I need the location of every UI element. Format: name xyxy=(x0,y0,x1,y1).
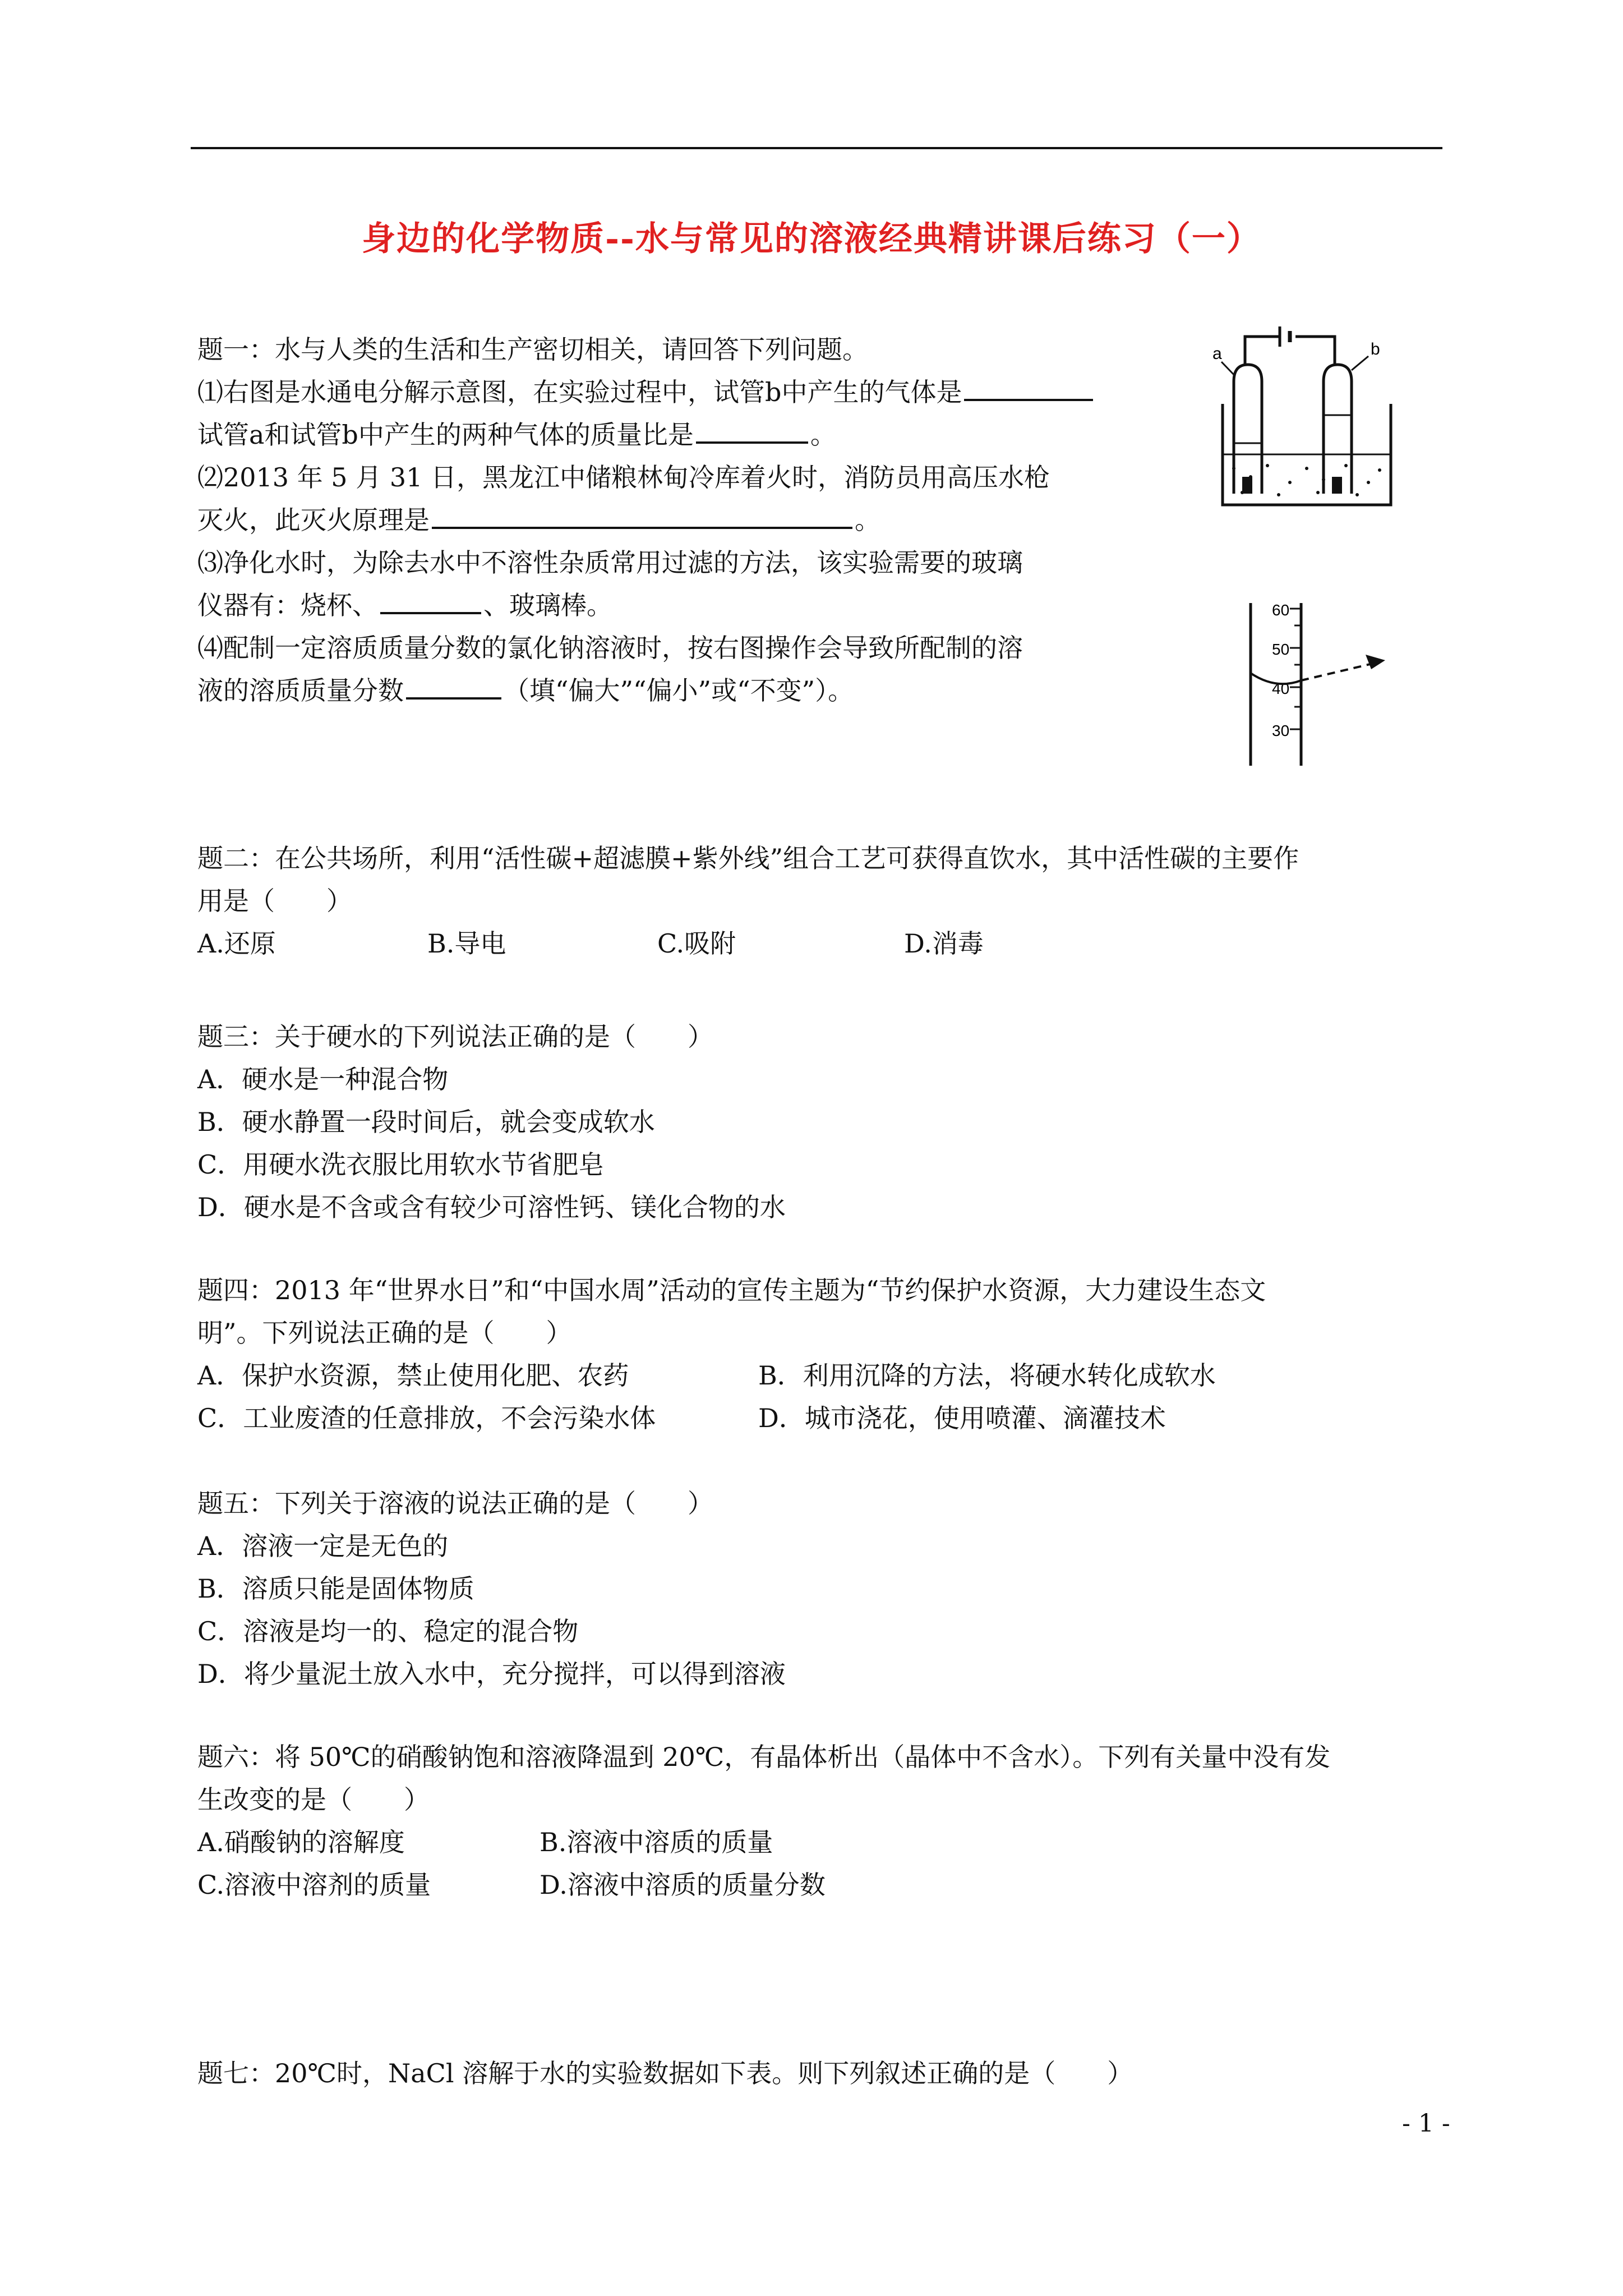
q1-part2-line1: ⑵2013 年 5 月 31 日，黑龙江中储粮林甸冷库着火时，消防员用高压水枪 xyxy=(197,462,1050,493)
eye-arrow-icon xyxy=(1366,655,1385,669)
question-1 xyxy=(197,328,1095,712)
q3-stem: 题三：关于硬水的下列说法正确的是（ ） xyxy=(197,1022,713,1052)
option[interactable]: B.溶液中溶质的质量 xyxy=(540,1827,773,1857)
q4-stem-line2: 明”。下列说法正确的是（ ） xyxy=(197,1318,572,1348)
electrode-a xyxy=(1242,477,1252,494)
answer-blank[interactable] xyxy=(406,671,501,700)
option[interactable]: D．硬水是不含或含有较少可溶性钙、镁化合物的水 xyxy=(197,1192,786,1222)
label-b: b xyxy=(1371,340,1380,358)
q1-part4-line1: ⑷配制一定溶质质量分数的氯化钠溶液时，按右图操作会导致所配制的溶 xyxy=(197,633,1023,663)
answer-blank[interactable] xyxy=(432,501,852,529)
question-2 xyxy=(197,837,1299,965)
answer-blank[interactable] xyxy=(964,373,1093,401)
q1-part3-line2: 仪器有：烧杯、 、玻璃棒。 xyxy=(197,584,1095,627)
option[interactable]: C.溶液中溶剂的质量 xyxy=(197,1870,431,1900)
meniscus xyxy=(1251,673,1301,684)
option[interactable]: C.吸附 xyxy=(657,928,736,959)
electrolysis-diagram xyxy=(1211,314,1402,516)
question-5 xyxy=(197,1482,786,1695)
q1-part3-line1: ⑶净化水时，为除去水中不溶性杂质常用过滤的方法，该实验需要的玻璃 xyxy=(197,547,1023,578)
option[interactable]: A．溶液一定是无色的 xyxy=(197,1531,449,1561)
q1-part4-line2: 液的溶质质量分数 （填“偏大”“偏小”或“不变”）。 xyxy=(197,669,1095,712)
electrode-b xyxy=(1332,477,1342,494)
question-6 xyxy=(197,1736,1330,1906)
q6-options-row2 xyxy=(197,1864,1330,1906)
option[interactable]: D.消毒 xyxy=(904,928,984,959)
option[interactable]: B．利用沉降的方法，将硬水转化成软水 xyxy=(758,1360,1216,1391)
option[interactable]: D．将少量泥土放入水中，充分搅拌，可以得到溶液 xyxy=(197,1659,786,1689)
sight-line xyxy=(1301,662,1380,680)
option[interactable]: D.溶液中溶质的质量分数 xyxy=(540,1870,826,1900)
page-number: - 1 - xyxy=(1402,2109,1450,2138)
question-3 xyxy=(197,1015,786,1228)
option[interactable]: D．城市浇花，使用喷灌、滴灌技术 xyxy=(758,1403,1166,1433)
q2-stem-line2: 用是（ ） xyxy=(197,886,352,916)
option[interactable]: B．溶质只能是固体物质 xyxy=(197,1573,474,1604)
q6-options-row1 xyxy=(197,1821,1330,1864)
option[interactable]: C．工业废渣的任意排放，不会污染水体 xyxy=(197,1403,656,1433)
q4-options-row1 xyxy=(197,1354,1266,1397)
q6-stem-line2: 生改变的是（ ） xyxy=(197,1784,430,1815)
q2-stem-line1: 题二：在公共场所，利用“活性碳+超滤膜+紫外线”组合工艺可获得直饮水，其中活性碳的主要作 xyxy=(197,843,1299,873)
question-4 xyxy=(197,1269,1266,1439)
label-a: a xyxy=(1212,344,1222,363)
tube-b xyxy=(1324,365,1352,494)
graduated-cylinder-diagram xyxy=(1217,597,1402,771)
q5-stem: 题五：下列关于溶液的说法正确的是（ ） xyxy=(197,1488,713,1519)
option[interactable]: B.导电 xyxy=(427,928,506,959)
question-7 xyxy=(197,2052,1133,2095)
option[interactable]: A．保护水资源，禁止使用化肥、农药 xyxy=(197,1360,629,1391)
tube-a xyxy=(1234,365,1262,494)
answer-blank[interactable] xyxy=(696,416,808,444)
q1-part2-line2: 灭火，此灭火原理是 。 xyxy=(197,499,1095,541)
tick-30: 30 xyxy=(1272,722,1290,739)
option[interactable]: B．硬水静置一段时间后，就会变成软水 xyxy=(197,1107,655,1137)
header-rule xyxy=(191,147,1442,149)
q1-part1-line1: ⑴右图是水通电分解示意图，在实验过程中，试管b中产生的气体是 xyxy=(197,371,1095,413)
option[interactable]: C．溶液是均一的、稳定的混合物 xyxy=(197,1616,579,1646)
q6-stem-line1: 题六：将 50℃的硝酸钠饱和溶液降温到 20℃，有晶体析出（晶体中不含水）。下列有关量中没有发 xyxy=(197,1742,1331,1772)
q4-stem-line1: 题四：2013 年“世界水日”和“中国水周”活动的宣传主题为“节约保护水资源，大力建设生态文 xyxy=(197,1275,1266,1305)
option[interactable]: A.硝酸钠的溶解度 xyxy=(197,1827,405,1857)
q2-options xyxy=(197,922,1299,965)
tick-40: 40 xyxy=(1272,680,1290,697)
q1-part1-line2: 试管a和试管b中产生的两种气体的质量比是 。 xyxy=(197,413,1095,456)
option[interactable]: A.还原 xyxy=(197,928,276,959)
option[interactable]: A．硬水是一种混合物 xyxy=(197,1064,449,1094)
answer-blank[interactable] xyxy=(380,586,481,614)
q1-stem: 题一：水与人类的生活和生产密切相关，请回答下列问题。 xyxy=(197,334,868,365)
tick-50: 50 xyxy=(1272,641,1290,658)
option[interactable]: C．用硬水洗衣服比用软水节省肥皂 xyxy=(197,1149,605,1180)
q7-stem: 题七：20℃时，NaCl 溶解于水的实验数据如下表。则下列叙述正确的是（ ） xyxy=(197,2058,1133,2088)
tick-60: 60 xyxy=(1272,601,1290,619)
page-title: 身边的化学物质--水与常见的溶液经典精讲课后练习（一） xyxy=(362,219,1261,259)
q4-options-row2 xyxy=(197,1397,1266,1439)
